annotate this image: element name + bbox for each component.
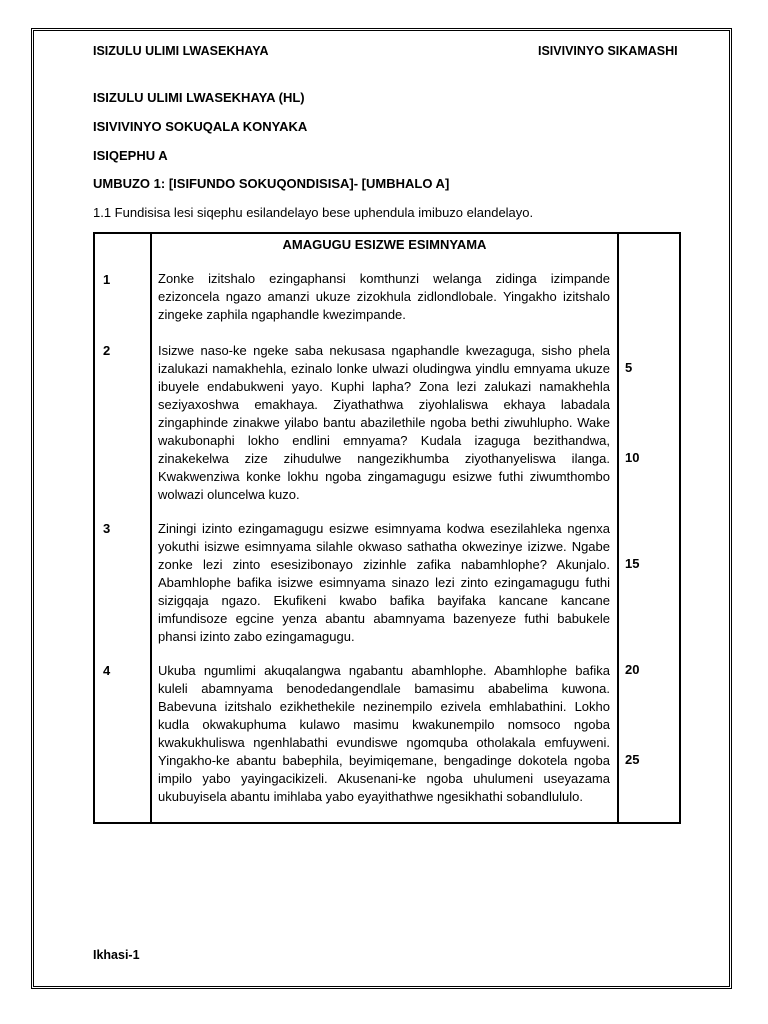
passage-table xyxy=(93,232,681,824)
line-number: 15 xyxy=(625,556,640,571)
line-number: 10 xyxy=(625,450,640,465)
heading-paper: ISIVIVINYO SOKUQALA KONYAKA xyxy=(93,119,308,134)
paragraph-number: 2 xyxy=(103,343,111,358)
paragraph-number-column xyxy=(94,233,151,823)
instruction: 1.1 Fundisisa lesi siqephu esilandelayo bese uphendula imibuzo elandelayo. xyxy=(93,205,534,220)
line-number: 20 xyxy=(625,662,640,677)
page-number: Ikhasi-1 xyxy=(93,948,140,962)
paragraph-text: Ukuba ngumlimi akuqalangwa ngabantu abamhlophe. Abamhlophe bafika kuleli abamnyama benodedangendlale bamasimu ababelima kuwona. Babevuna izitshalo ezikhethekile nezinempilo ezivela emhlabathini. Lokho kudla okwakuphuma kulawo masimu kwakunempilo nomsoco ngoba kwakukhuliswa ngenhlabathi evundiswe ngomquba otholakala emfuyweni. Yingakho-ke abantu babephila, beyimiqemane, bengadinge dokotela ngoba impilo yabo yayingacikizeli. Akusenani-ke ngoba uhulumeni useyazama ukubuyisela abantu imihlaba yabo eyayithathwe ngesikhathi sobandlululo. xyxy=(158,663,610,804)
header-subject: ISIZULU ULIMI LWASEKHAYA xyxy=(93,44,269,58)
line-number-column xyxy=(618,233,680,823)
line-number: 25 xyxy=(625,752,640,767)
header-exam-type: ISIVIVINYO SIKAMASHI xyxy=(538,44,678,58)
line-number: 5 xyxy=(625,360,633,375)
paragraph-text: Isizwe naso-ke ngeke saba nekusasa ngaphandle kwezaguga, sisho phela izalukazi namakhehla, ezinalo lonke ulwazi oludingwa yindlu emnyama ukuze ibuyele endabukweni yayo. Kuphi lapha? Zona lezi zalukazi namakhehla seziyaxoshwa emakhaya. Ziyathathwa ziyohlaliswa ekhaya labadala zingaphinde zinakwe yilabo bantu abazilethile ngoba bethi ziwuhlupho. Wake wakubonaphi lokho endlini emnyama? Kudala izaguga bezithandwa, zinakekelwa zize zihudulwe nangezikhumba ziyothanyeliswa ilanga. Kwakwenziwa konke lokhu ngoba zingamagugu esizwe futhi ziwumthombo wolwazi oluncelwa kuzo. xyxy=(158,343,610,502)
paragraph-number: 3 xyxy=(103,521,111,536)
passage-title: AMAGUGU ESIZWE ESIMNYAMA xyxy=(282,237,487,252)
heading-section: ISIQEPHU A xyxy=(93,148,168,163)
paragraph-text: Zonke izitshalo ezingaphansi komthunzi welanga zidinga izimpande ezizoncela ngazo amanzi ukuze zizokhula zidlondlobale. Yingakho izitshalo zingeke zaphila ngaphandle kwezimpande. xyxy=(158,271,610,322)
paragraph-number: 1 xyxy=(103,272,111,287)
paragraph-text: Ziningi izinto ezingamagugu esizwe esimnyama kodwa esezilahleka ngenxa yokuthi isizwe esimnyama silahle okwaso sathatha okwezinye izizwe. Ngabe zonke lezi zinto esesizibonayo zizinhle zafika nabamhlophe? Akunjalo. Abamhlophe bafika isizwe esimnyama sinazo lezi zinto ezingamagugu futhi sizigqaja ngazo. Ekufikeni kwabo bafika bayifaka kancane kancane imfundisoze egcine yenza abantu abamnyama bazenyeze futhi babukele phansi izinto zabo ezingamagugu. xyxy=(158,521,610,644)
passage-text-column xyxy=(151,233,618,823)
heading-question: UMBUZO 1: [ISIFUNDO SOKUQONDISISA]- [UMBHALO A] xyxy=(93,176,450,191)
paragraph-number: 4 xyxy=(103,663,111,678)
heading-subject: ISIZULU ULIMI LWASEKHAYA (HL) xyxy=(93,90,305,105)
